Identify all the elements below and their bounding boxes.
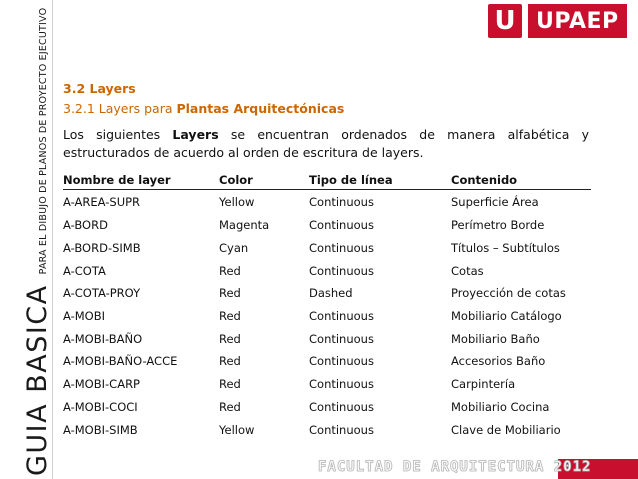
- intro-paragraph: [63, 126, 589, 162]
- header-layer-name: Nombre de layer: [63, 171, 219, 190]
- cell-layer-name: A-BORD: [63, 218, 108, 233]
- cell-content: Superficie Área: [451, 195, 539, 209]
- subsection-prefix: 3.2.1 Layers para: [63, 101, 177, 116]
- cell-layer-name: A-MOBI-BAÑO-ACCE: [63, 354, 178, 369]
- table-row: [63, 396, 591, 419]
- logo-mark: U: [488, 4, 522, 38]
- header-content: Contenido: [451, 171, 591, 190]
- cell-layer-name: A-MOBI-SIMB: [63, 422, 138, 437]
- cell-color: Red: [219, 263, 241, 278]
- intro-after: se encuentran ordenados de manera alfabética y estructurados de acuerdo al orden de escritura de layers.: [63, 127, 589, 160]
- cell-content: Cotas: [451, 263, 484, 278]
- footer-faculty-text: FACULTAD DE ARQUITECTURA 2012: [318, 459, 592, 475]
- table-row: [63, 350, 591, 373]
- cell-content: Carpintería: [451, 377, 516, 392]
- cell-line-type: Continuous: [309, 399, 374, 414]
- side-title: [22, 8, 53, 476]
- cell-line-type: Continuous: [309, 241, 374, 256]
- layers-table: [63, 171, 591, 441]
- cell-line-type: Continuous: [309, 218, 374, 233]
- cell-content: Accesorios Baño: [451, 354, 546, 369]
- cell-line-type: Continuous: [309, 422, 374, 437]
- cell-line-type: Continuous: [309, 195, 374, 209]
- table-row: [63, 305, 591, 328]
- logo-name: UPAEP: [528, 4, 627, 38]
- cell-color: Red: [219, 331, 241, 346]
- cell-color: Red: [219, 309, 241, 324]
- cell-layer-name: A-MOBI-BAÑO: [63, 331, 143, 346]
- table-row: [63, 237, 591, 260]
- cell-line-type: Continuous: [309, 263, 374, 278]
- cell-content: Mobiliario Baño: [451, 331, 540, 346]
- cell-content: Proyección de cotas: [451, 286, 566, 301]
- cell-layer-name: A-COTA-PROY: [63, 286, 141, 301]
- cell-line-type: Continuous: [309, 354, 374, 369]
- side-title-main: GUIA BASICA: [22, 284, 53, 476]
- subsection-strong: Plantas Arquitectónicas: [176, 101, 345, 116]
- cell-layer-name: A-MOBI-CARP: [63, 377, 140, 392]
- intro-bold: Layers: [172, 127, 219, 142]
- cell-color: Red: [219, 399, 241, 414]
- cell-content: Mobiliario Catálogo: [451, 309, 562, 324]
- table-row: [63, 282, 591, 305]
- cell-content: Títulos – Subtítulos: [451, 241, 560, 256]
- subsection-heading: [63, 101, 344, 116]
- cell-content: Perímetro Borde: [451, 218, 545, 233]
- intro-before: Los siguientes: [63, 127, 173, 142]
- cell-color: Yellow: [219, 195, 255, 209]
- table-header-row: [63, 171, 591, 190]
- cell-content: Mobiliario Cocina: [451, 399, 550, 414]
- side-title-subtitle: PARA EL DIBUJO DE PLANOS DE PROYECTO EJECUTIVO: [38, 7, 49, 275]
- cell-line-type: Continuous: [309, 331, 374, 346]
- table-row: [63, 418, 591, 441]
- table-row: [63, 373, 591, 396]
- cell-line-type: Dashed: [309, 286, 353, 301]
- cell-color: Magenta: [219, 218, 270, 233]
- cell-line-type: Continuous: [309, 309, 374, 324]
- cell-color: Yellow: [219, 422, 255, 437]
- table-row: [63, 214, 591, 237]
- header-color: Color: [219, 171, 309, 190]
- cell-layer-name: A-MOBI: [63, 309, 106, 324]
- header-line-type: Tipo de línea: [309, 171, 451, 190]
- cell-layer-name: A-COTA: [63, 263, 106, 278]
- cell-layer-name: A-AREA-SUPR: [63, 195, 141, 209]
- upaep-logo: [488, 2, 627, 40]
- cell-layer-name: A-MOBI-COCI: [63, 399, 138, 414]
- cell-layer-name: A-BORD-SIMB: [63, 241, 141, 256]
- cell-color: Cyan: [219, 241, 249, 256]
- cell-color: Red: [219, 286, 241, 301]
- table-row: [63, 190, 591, 215]
- cell-line-type: Continuous: [309, 377, 374, 392]
- cell-content: Clave de Mobiliario: [451, 422, 561, 437]
- table-row: [63, 327, 591, 350]
- section-heading: 3.2 Layers: [63, 81, 136, 96]
- cell-color: Red: [219, 354, 241, 369]
- cell-color: Red: [219, 377, 241, 392]
- table-row: [63, 259, 591, 282]
